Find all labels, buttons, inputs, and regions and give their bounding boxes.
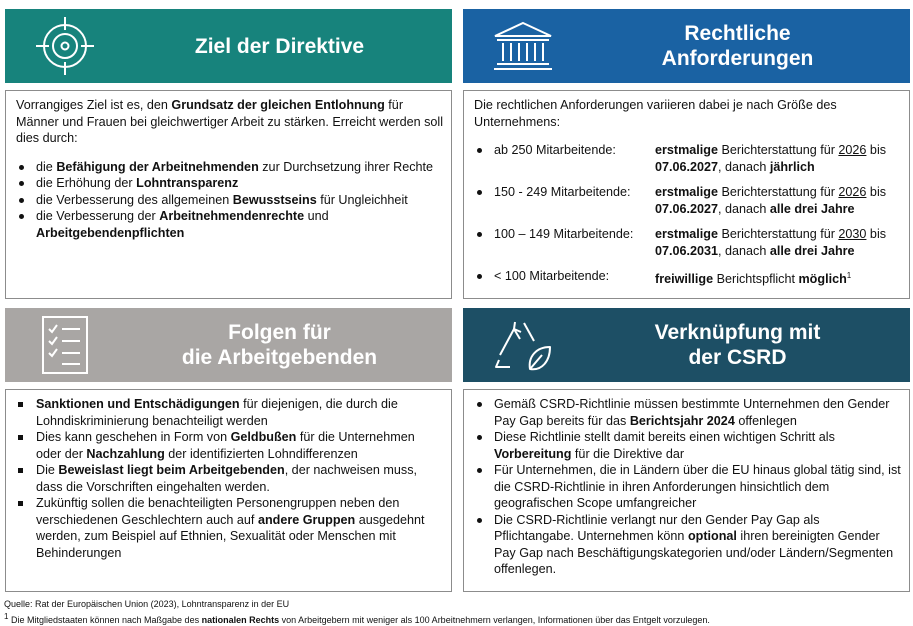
- reporting-rule: [655, 184, 901, 217]
- emphasis-text: freiwillige: [655, 272, 714, 287]
- folgen-list: [16, 396, 443, 561]
- footnote-marker: 1: [846, 271, 852, 280]
- text-run: zur Durchsetzung ihrer Rechte: [258, 159, 434, 174]
- emphasis-text: nationalen Rechts: [201, 615, 280, 625]
- source-note: Quelle: Rat der Europäischen Union (2023), Lohntransparenz in der EU: [4, 599, 290, 609]
- text-run: Berichterstattung für: [718, 143, 839, 157]
- text-run: Dies kann geschehen in Form von: [36, 430, 231, 444]
- folgen-content: [5, 389, 452, 592]
- text-run: Berichterstattung für: [718, 185, 839, 199]
- text-run: für die Direktive dar: [571, 446, 685, 461]
- list-item: [474, 512, 901, 578]
- list-item: [474, 462, 901, 512]
- emphasis-text: erstmalige: [655, 185, 718, 199]
- list-item: [16, 192, 443, 209]
- text-run: Die rechtlichen Anforderungen variieren dabei je nach Größe des Unternehmens:: [474, 98, 837, 129]
- text-run: offenlegen: [734, 413, 797, 428]
- text-run: 2030: [838, 227, 867, 241]
- emphasis-text: optional: [687, 529, 737, 543]
- header-folgen: [5, 308, 452, 382]
- list-item: [16, 429, 443, 462]
- text-run: für Männer und Frauen bei gleichwertiger Arbeit zu stärken. Erreicht werden soll dies durch:: [16, 98, 444, 145]
- anforderungen-intro: [474, 97, 901, 130]
- header-ziel: [5, 9, 452, 83]
- reporting-rule: [655, 226, 901, 259]
- text-run: Vorrangiges Ziel ist es, den: [16, 98, 172, 112]
- checklist-icon: [5, 308, 125, 382]
- employee-range-label: 100 – 149 Mitarbeitende:: [494, 227, 634, 241]
- recycle-leaf-icon: [463, 308, 583, 382]
- text-run: ihren bereinigten Gender Pay Gap nach Beschäftigungskategorien und/oder Ländern/Segmenten offenlegen.: [494, 529, 894, 576]
- list-item: [16, 495, 443, 561]
- list-item: [16, 159, 443, 176]
- target-icon: [5, 9, 125, 83]
- text-run: von Arbeitgebern mit weniger als 100 Arbeitnehmern verlangen, Informationen über das Entgelt vorzulegen.: [279, 615, 710, 625]
- emphasis-text: möglich: [798, 272, 847, 287]
- text-run: , danach: [718, 201, 770, 216]
- section-title-folgen: Folgen für die Arbeitgebenden: [181, 321, 378, 369]
- ziel-list: [16, 159, 443, 242]
- anforderungen-content: [463, 90, 910, 299]
- text-run: die: [36, 159, 57, 174]
- reporting-rule: [655, 142, 901, 175]
- emphasis-text: 07.06.2031: [655, 243, 719, 258]
- footnote-marker: 1: [4, 612, 9, 621]
- emphasis-text: Befähigung der Arbeitnehmenden: [56, 159, 259, 174]
- emphasis-text: Beweislast liegt beim Arbeitgebenden: [58, 463, 285, 477]
- emphasis-text: Arbeitnehmendenrechte: [159, 209, 305, 223]
- footnote: [4, 611, 710, 626]
- emphasis-text: Geldbußen: [230, 430, 297, 444]
- list-item: [16, 462, 443, 495]
- text-run: die Verbesserung der: [36, 209, 160, 223]
- text-run: Diese Richtlinie stellt damit bereits einen wichtigen Schritt als: [494, 430, 835, 444]
- text-run: Gemäß CSRD-Richtlinie müssen bestimmte Unternehmen den Gender Pay Gap bereits für das: [494, 397, 890, 428]
- emphasis-text: Berichtsjahr 2024: [629, 413, 735, 428]
- emphasis-text: 07.06.2027: [655, 159, 719, 174]
- emphasis-text: Grundsatz der gleichen Entlohnung: [171, 98, 385, 112]
- employee-range-label: 150 - 249 Mitarbeitende:: [494, 185, 631, 199]
- requirement-row: [474, 226, 901, 259]
- text-run: Die Mitgliedstaaten können nach Maßgabe des: [8, 615, 202, 625]
- text-run: Die CSRD-Richtlinie verlangt nur den Gender Pay Gap als Pflichtangabe. Unternehmen könn: [494, 512, 820, 543]
- emphasis-text: andere Gruppen: [257, 512, 356, 527]
- emphasis-text: erstmalige: [655, 143, 718, 157]
- text-run: für die Unternehmen oder der: [36, 430, 415, 461]
- list-item: [16, 208, 443, 241]
- text-run: für Ungleichheit: [316, 192, 408, 207]
- emphasis-text: alle drei Jahre: [769, 201, 855, 216]
- text-run: Die: [36, 463, 59, 477]
- requirement-row: [474, 268, 901, 288]
- text-run: 2026: [838, 185, 867, 199]
- section-title-anforderungen: Rechtliche Anforderungen: [661, 22, 814, 70]
- header-csrd: [463, 308, 910, 382]
- employee-range-label: < 100 Mitarbeitende:: [494, 269, 610, 283]
- requirement-row: [474, 184, 901, 217]
- list-item: [16, 175, 443, 192]
- ziel-intro: [16, 97, 443, 147]
- text-run: Für Unternehmen, die in Ländern über die EU hinaus global tätig sind, ist die CSRD-Richtlinie in ihren Anforderungen hinsichtlich dem geografischen Scope umfangreicher: [494, 463, 901, 510]
- text-run: bis: [866, 227, 887, 241]
- requirement-row: [474, 142, 901, 175]
- text-run: für diejenigen, die durch die Lohndiskriminierung benachteiligt werden: [36, 397, 398, 428]
- csrd-content: [463, 389, 910, 592]
- text-run: , danach: [718, 243, 770, 258]
- list-item: [474, 429, 901, 462]
- section-title-ziel: Ziel der Direktive: [194, 34, 365, 58]
- text-run: und: [304, 209, 329, 223]
- emphasis-text: 07.06.2027: [655, 201, 719, 216]
- section-title-csrd: Verknüpfung mit der CSRD: [654, 321, 821, 369]
- text-run: die Verbesserung des allgemeinen: [36, 192, 233, 207]
- text-run: der identifizierten Lohndifferenzen: [164, 446, 358, 461]
- text-run: ausgedehnt werden, zum Beispiel auf Ethnien, Sexualität oder Menschen mit Behinderungen: [36, 512, 425, 560]
- text-run: , der nachweisen muss, dass die Vorschriften eingehalten werden.: [36, 463, 417, 494]
- emphasis-text: jährlich: [769, 159, 815, 174]
- emphasis-text: Nachzahlung: [86, 446, 165, 461]
- text-run: bis: [866, 143, 887, 157]
- ziel-content: [5, 90, 452, 299]
- courthouse-icon: [463, 9, 583, 83]
- text-run: die Erhöhung der: [36, 176, 137, 190]
- reporting-rule: [655, 268, 901, 288]
- text-run: bis: [866, 185, 887, 199]
- text-run: Berichtspflicht: [713, 272, 799, 287]
- emphasis-text: Arbeitgebendenpflichten: [36, 225, 185, 240]
- emphasis-text: alle drei Jahre: [769, 243, 855, 258]
- header-anforderungen: [463, 9, 910, 83]
- text-run: Zukünftig sollen die benachteiligten Personengruppen neben den verschiedenen Geschlechtern auch auf: [36, 496, 400, 527]
- anforderungen-list: [474, 142, 901, 288]
- text-run: , danach: [718, 159, 770, 174]
- list-item: [16, 396, 443, 429]
- emphasis-text: Vorbereitung: [494, 446, 572, 461]
- list-item: [474, 396, 901, 429]
- text-run: 2026: [838, 143, 867, 157]
- emphasis-text: Sanktionen und Entschädigungen: [36, 397, 240, 411]
- emphasis-text: erstmalige: [655, 227, 718, 241]
- csrd-list: [474, 396, 901, 578]
- text-run: Berichterstattung für: [718, 227, 839, 241]
- employee-range-label: ab 250 Mitarbeitende:: [494, 143, 616, 157]
- emphasis-text: Lohntransparenz: [136, 176, 239, 190]
- emphasis-text: Bewusstseins: [232, 192, 317, 207]
